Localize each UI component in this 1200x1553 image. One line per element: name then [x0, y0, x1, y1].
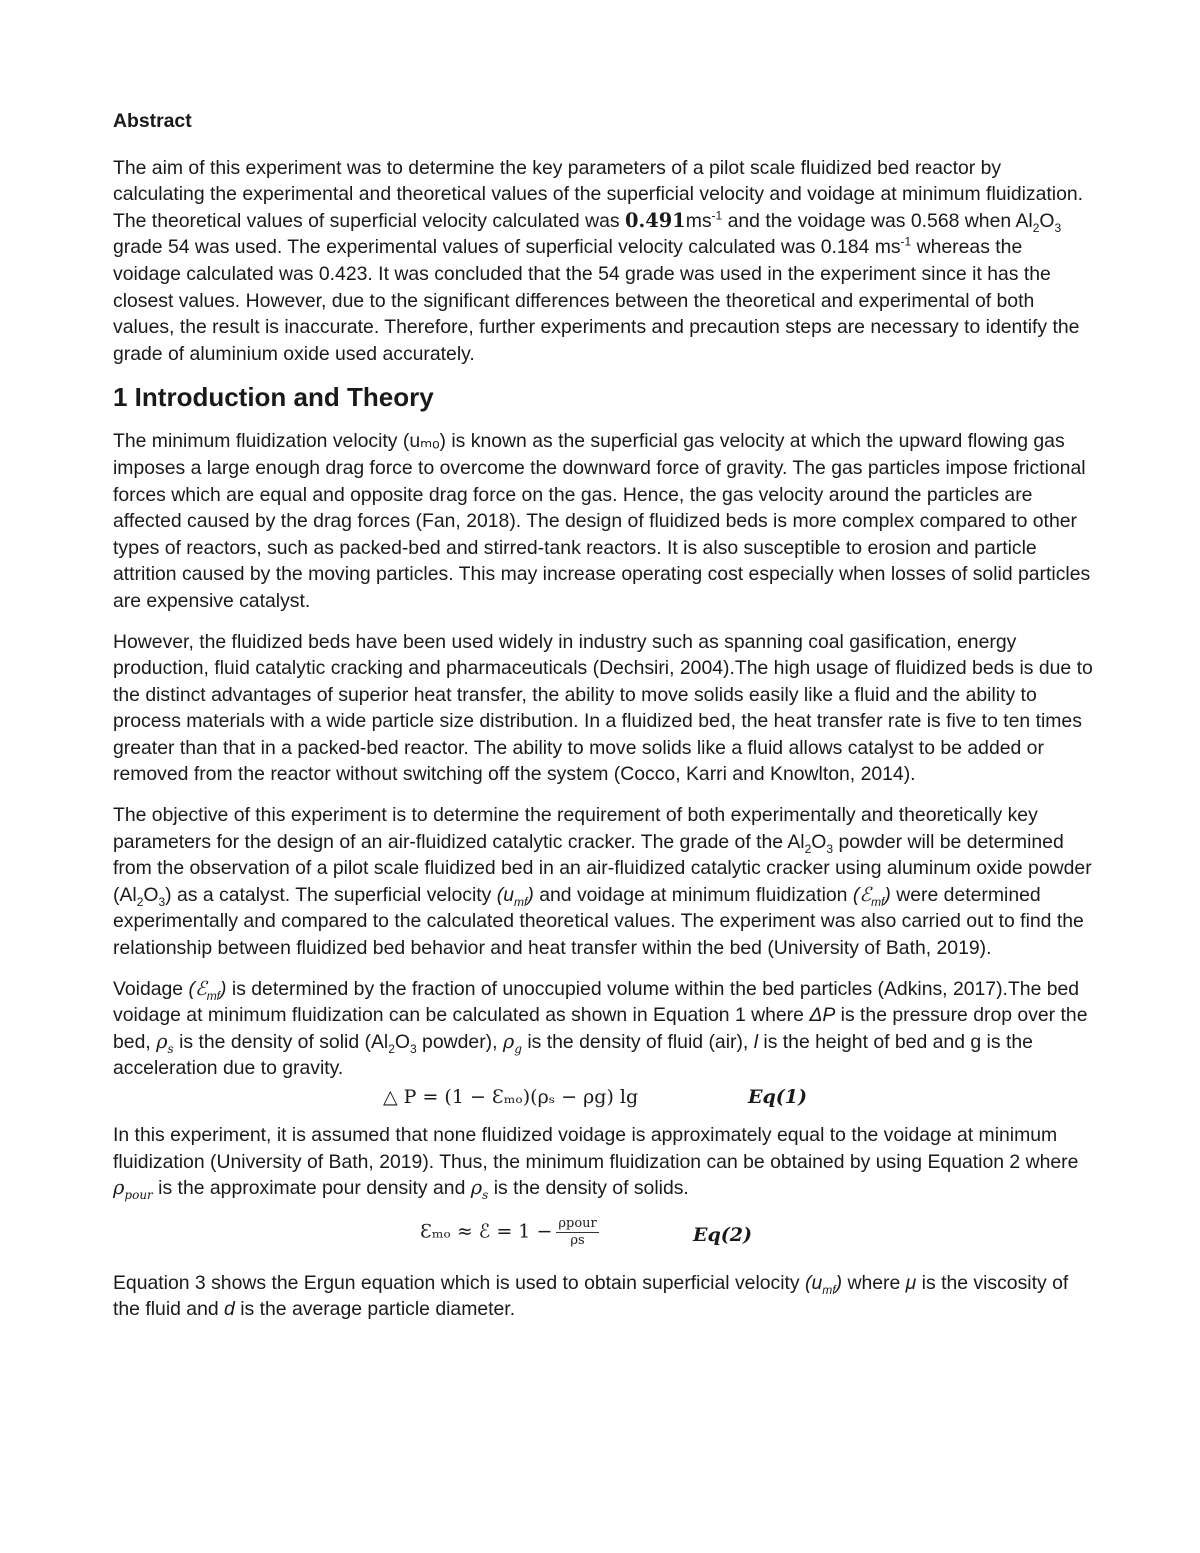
equation-2-expression: Ɛₘₒ ≈ ℰ = 1 − $\frac{\text{ρpour}}{\rho s}$	[420, 1215, 597, 1248]
intro-paragraph-1: The minimum fluidization velocity (uₘₒ) is known as the superficial gas velocity at which the upward flowing gas imposes a large enough drag force to overcome the downward force of gravity. The gas particles impose frictional forces which are equal and opposite drag force on the gas. Hence, the gas velocity around the particles are affected caused by the drag forces (Fan, 2018). The design of fluidized beds is more complex compared to other types of reactors, such as packed-bed and stirred-tank reactors. It is also susceptible to erosion and particle attrition caused by the moving particles. This may increase operating cost especially when losses of solid particles are expensive catalyst.	[113, 430, 1091, 612]
equation-2	[113, 1216, 1093, 1260]
equation-1-tag: Eq(1)	[748, 1086, 807, 1108]
equation-1	[113, 1084, 1093, 1114]
equation-2-tag: Eq(2)	[693, 1223, 752, 1246]
section-heading-introduction: 1 Introduction and Theory	[113, 382, 434, 413]
intro-paragraph-6: Equation 3 shows the Ergun equation which is used to obtain superficial velocity $(u_{mf})$ where μ is the viscosity of the fluid and d is the average particle diameter.	[113, 1271, 1069, 1321]
equation-2-fraction: $\frac{\text{ρpour}}{\rho s}$	[558, 1215, 597, 1248]
intro-paragraph-2: However, the fluidized beds have been used widely in industry such as spanning coal gasification, energy production, fluid catalytic cracking and pharmaceuticals (Dechsiri, 2004).The high usage of fluidized beds is due to the distinct advantages of superior heat transfer, the ability to move solids easily like a fluid and the ability to process materials with a wide particle size distribution. In a fluidized bed, the heat transfer rate is five to ten times greater than that in a packed-bed reactor. The ability to move solids like a fluid allows catalyst to be added or removed from the reactor without switching off the system (Cocco, Karri and Knowlton, 2014).	[113, 630, 1093, 786]
abstract-heading: Abstract	[113, 110, 192, 132]
abstract-paragraph: The aim of this experiment was to determine the key parameters of a pilot scale fluidized bed reactor by calculating the experimental and theoretical values of the superficial velocity and voidage at minimum fluidization. The theoretical values of superficial velocity calculated was $0.491ms^{-1}$ and the voidage was 0.568 when $Al_2O_3$ grade 54 was used. The experimental values of superficial velocity calculated was 0.184 $ms^{-1}$ whereas the voidage calculated was 0.423. It was concluded that the 54 grade was used in the experiment since it has the closest values. However, due to the significant differences between the theoretical and experimental of both values, the result is inaccurate. Therefore, further experiments and precaution steps are necessary to identify the grade of aluminium oxide used accurately.	[113, 156, 1084, 365]
intro-paragraph-4: Voidage (ℰ$_{mf}$) is determined by the fraction of unoccupied volume within the bed particles (Adkins, 2017).The bed voidage at minimum fluidization can be calculated as shown in Equation 1 where ΔP is the pressure drop over the bed, $\rho_s$ is the density of solid ($Al_2O_3$ powder), $\rho_g$ is the density of fluid (air), l is the height of bed and g is the acceleration due to gravity.	[113, 977, 1088, 1080]
intro-paragraph-3: The objective of this experiment is to determine the requirement of both experimentally and theoretically key parameters for the design of an air-fluidized catalytic cracker. The grade of the $Al_2O_3$ powder will be determined from the observation of a pilot scale fluidized bed in an air-fluidized catalytic cracker using aluminum oxide powder $(Al_2O_3)$ as a catalyst. The superficial velocity $(u_{mf})$ and voidage at minimum fluidization (ℰ$_{mf}$) were determined experimentally and compared to the calculated theoretical values. The experiment was also carried out to find the relationship between fluidized bed behavior and heat transfer within the bed (University of Bath, 2019).	[113, 804, 1092, 960]
equation-1-expression: △ P = (1 − Ɛₘₒ)(ρₛ − ρg) lg	[383, 1086, 639, 1108]
document-page	[113, 108, 1093, 1337]
intro-paragraph-5: In this experiment, it is assumed that none fluidized voidage is approximately equal to the voidage at minimum fluidization (University of Bath, 2019). Thus, the minimum fluidization can be obtained by using Equation 2 where $\rho_{pour}$ is the approximate pour density and $\rho_s$ is the density of solids.	[113, 1124, 1079, 1203]
